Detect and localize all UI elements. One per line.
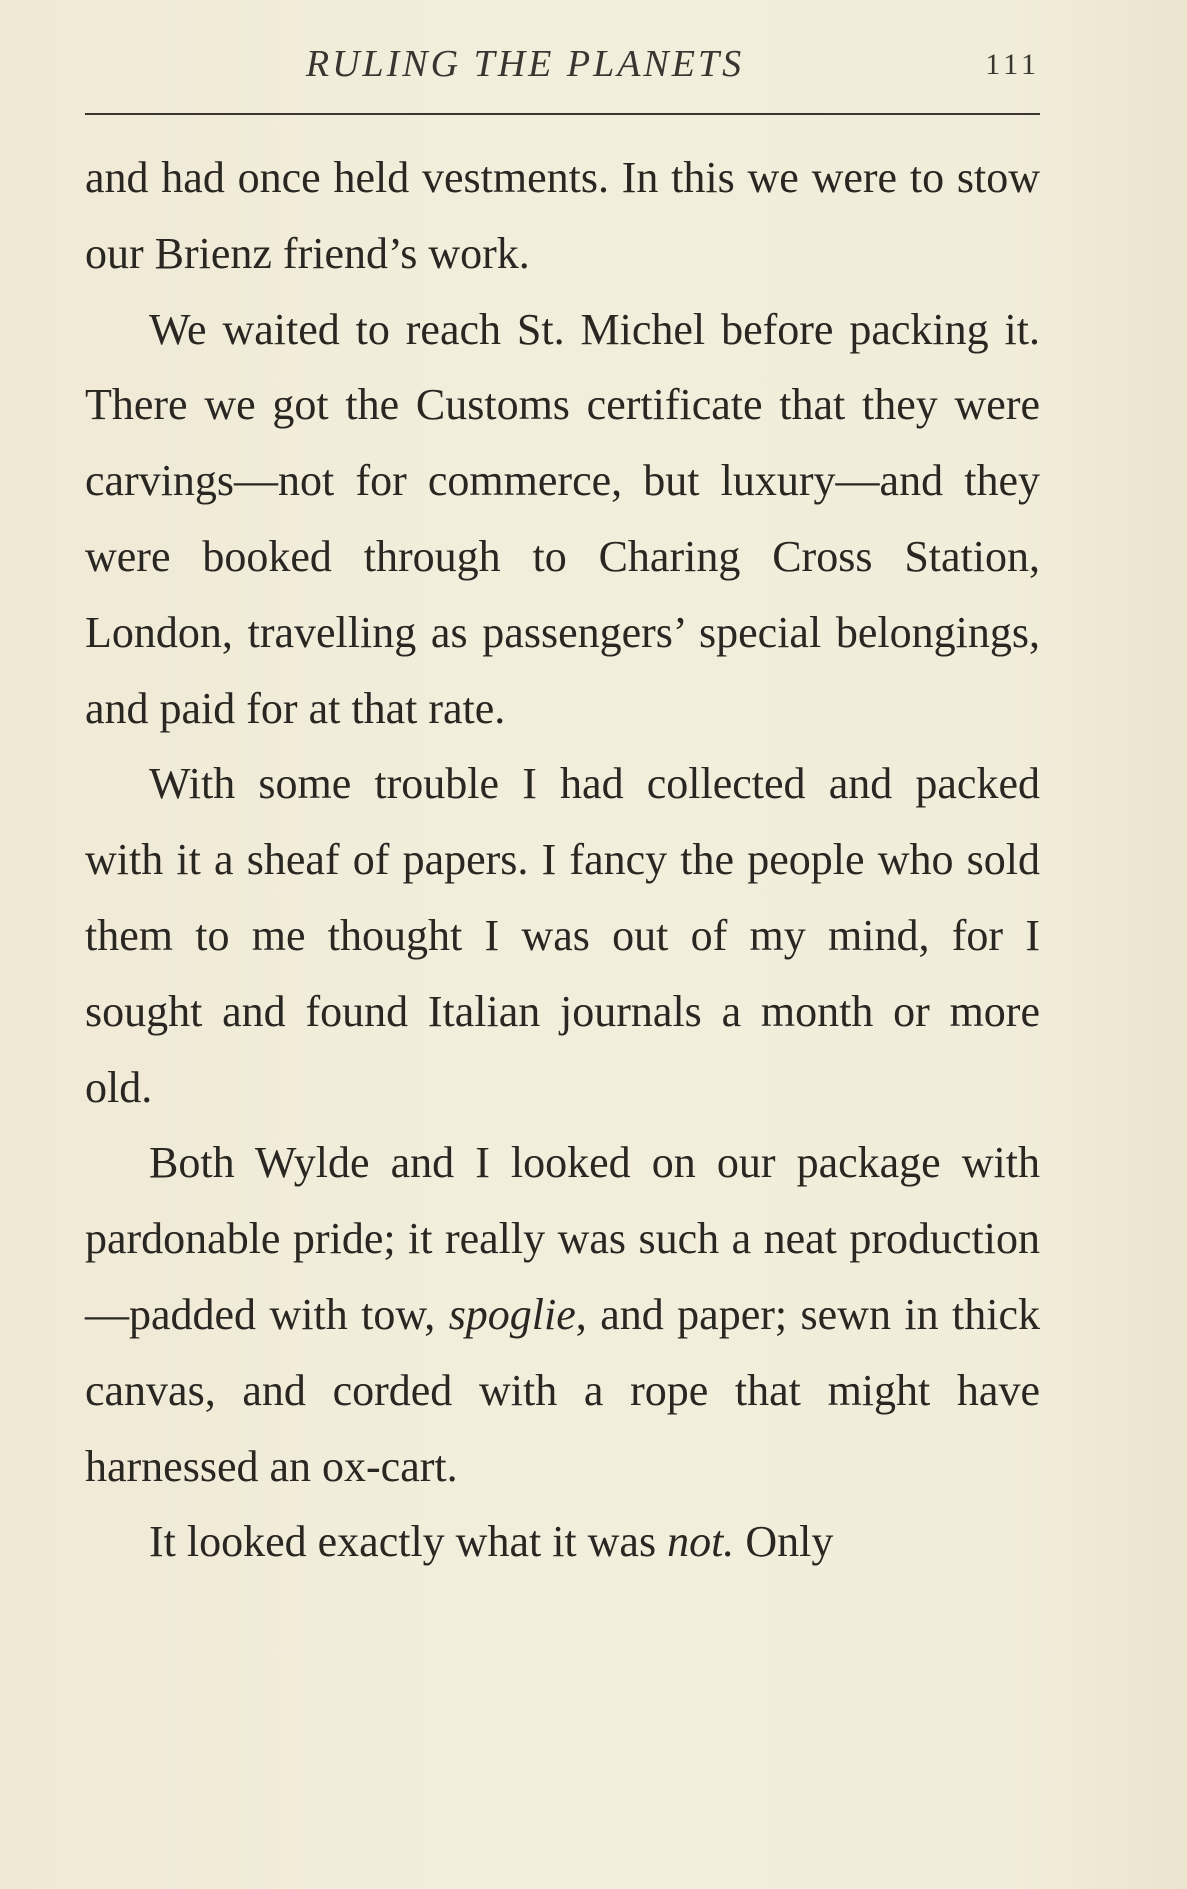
- text-run: , and paper; sewn in thick canvas, and corded with a rope that might have harnessed an ox-cart.: [85, 1289, 1040, 1491]
- running-head: [85, 40, 1040, 90]
- paragraph: [85, 1125, 1040, 1504]
- paragraph: [85, 292, 1040, 747]
- text-run: Only: [734, 1517, 834, 1567]
- text-run: With some trouble I had collected and packed with it a sheaf of papers. I fancy the people who sold them to me thought I was out of my mind, for I sought and found Italian journals a month or more old.: [85, 759, 1040, 1112]
- paragraph: [85, 1504, 1040, 1580]
- text-run: and had once held vestments. In this we were to stow our Brienz friend’s work.: [85, 153, 1040, 278]
- header-rule: [85, 113, 1040, 115]
- italic-text: not.: [667, 1517, 735, 1567]
- paragraph: [85, 140, 1040, 292]
- text-run: It looked exactly what it was: [149, 1517, 668, 1567]
- text-run: Both Wylde and I looked on our package with pardonable pride; it really was such a neat production—padded with tow,: [85, 1138, 1040, 1339]
- page-number: 111: [985, 48, 1040, 81]
- body-text: [85, 140, 1040, 1580]
- text-run: We waited to reach St. Michel before packing it. There we got the Customs certificate that they were carvings—not for commerce, but luxury—and they were booked through to Charing Cross Station, London, travelling as passengers’ special belongings, and paid for at that rate.: [85, 304, 1040, 733]
- running-title: RULING THE PLANETS: [305, 43, 745, 85]
- paragraph: [85, 746, 1040, 1125]
- italic-text: spoglie: [448, 1289, 576, 1339]
